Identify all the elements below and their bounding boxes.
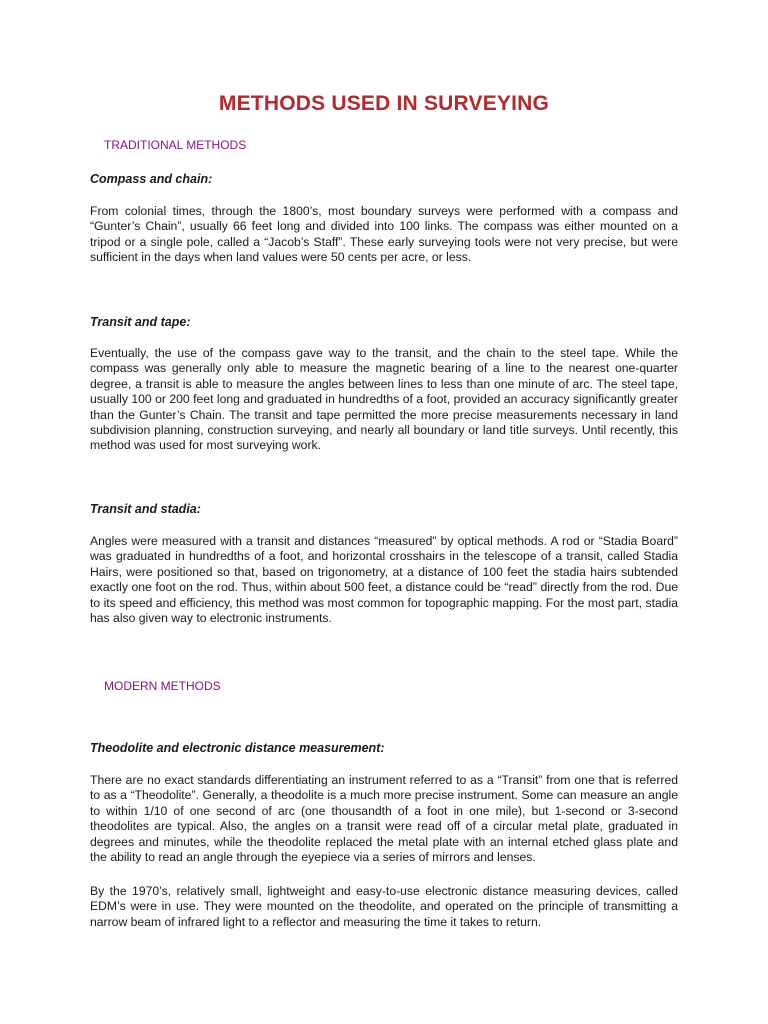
subheading-transit-and-stadia: Transit and stadia:: [90, 502, 201, 516]
paragraph-transit-and-stadia: Angles were measured with a transit and distances “measured” by optical methods. A rod or “Stadia Board” was graduated in hundredths of a foot, and horizontal crosshairs in the telescope of a transit, called Stadia Hairs, were positioned so that, based on trigonometry, at a distance of 100 feet the stadia hairs subtended exactly one foot on the rod. Thus, within about 500 feet, a distance could be “read” directly from the rod. Due to its speed and efficiency, this method was most common for topographic mapping. For the most part, stadia has also given way to electronic instruments.: [90, 534, 678, 626]
subheading-transit-and-tape: Transit and tape:: [90, 315, 191, 329]
section-heading-modern: MODERN METHODS: [104, 679, 221, 693]
paragraph-theodolite-2: By the 1970’s, relatively small, lightweight and easy-to-use electronic distance measuring devices, called EDM’s were in use. They were mounted on the theodolite, and operated on the principle of transmitting a narrow beam of infrared light to a reflector and measuring the time it takes to return.: [90, 884, 678, 929]
section-heading-traditional: TRADITIONAL METHODS: [104, 138, 247, 152]
subheading-compass-and-chain: Compass and chain:: [90, 172, 213, 186]
subheading-theodolite-edm: Theodolite and electronic distance measurement:: [90, 741, 385, 755]
paragraph-theodolite-1: There are no exact standards differentiating an instrument referred to as a “Transit” from one that is referred to as a “Theodolite”. Generally, a theodolite is a much more precise instrument. Some can measure an angle to within 1/10 of one second of arc (one thousandth of a foot in one mile), but 1-second or 3-second theodolites are typical. Also, the angles on a transit were read off of a circular metal plate, graduated in degrees and minutes, while the theodolite replaced the metal plate with an internal etched glass plate and the ability to read an angle through the eyepiece via a series of mirrors and lenses.: [90, 773, 678, 865]
page-title: METHODS USED IN SURVEYING: [218, 92, 550, 115]
paragraph-transit-and-tape: Eventually, the use of the compass gave way to the transit, and the chain to the steel tape. While the compass was generally only able to measure the magnetic bearing of a line to the nearest one-quarter degree, a transit is able to measure the angles between lines to less than one minute of arc. The steel tape, usually 100 or 200 feet long and graduated in hundredths of a foot, provided an accuracy significantly greater than the Gunter’s Chain. The transit and tape permitted the more precise measurements necessary in land subdivision planning, construction surveying, and nearly all boundary or land title surveys. Until recently, this method was used for most surveying work.: [90, 346, 678, 453]
paragraph-compass-and-chain: From colonial times, through the 1800’s, most boundary surveys were performed with a compass and “Gunter’s Chain”, usually 66 feet long and divided into 100 links. The compass was either mounted on a tripod or a single pole, called a “Jacob’s Staff”. These early surveying tools were not very precise, but were sufficient in the days when land values were 50 cents per acre, or less.: [90, 204, 678, 265]
